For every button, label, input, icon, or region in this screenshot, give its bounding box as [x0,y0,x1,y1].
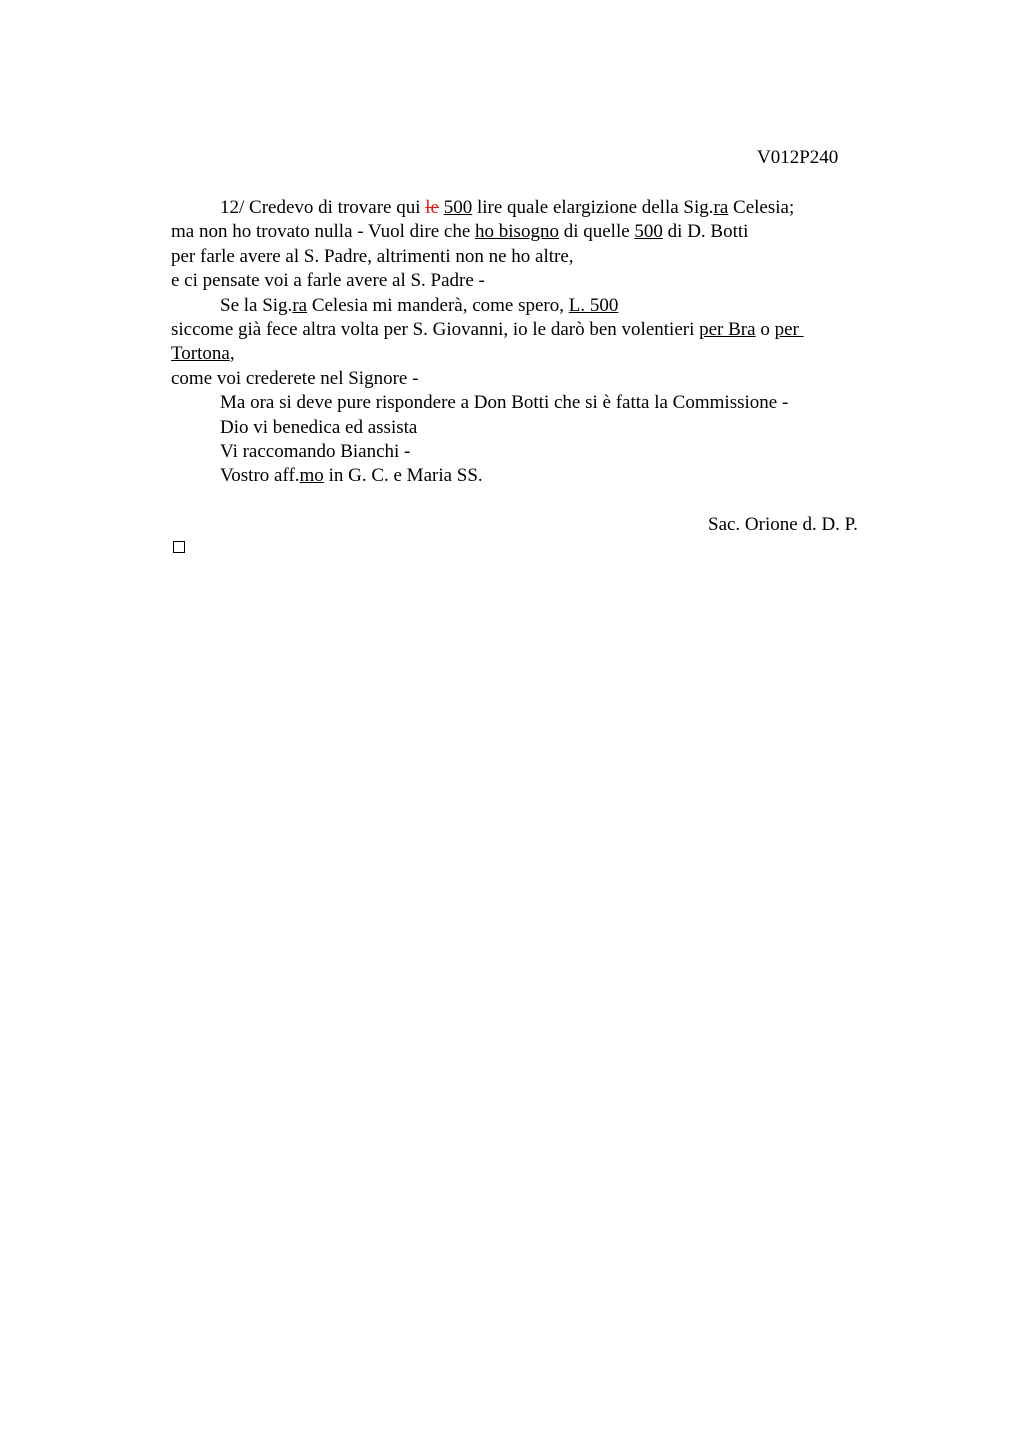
text-segment: lire quale elargizione della Sig. [472,197,714,218]
signature: Sac. Orione d. D. P. [708,514,858,535]
underlined-place: Tortona [171,343,230,365]
underlined-amount: 500 [634,221,663,243]
letter-line-9: Ma ora si deve pure rispondere a Don Botti che si è fatta la Commissione - [220,392,789,414]
letter-line-2 [171,220,871,244]
underlined-abbrev: ra [292,294,308,316]
underlined-amount: L. 500 [568,294,619,316]
underlined-abbrev: ra [713,197,729,218]
letter-body [171,196,871,489]
text-segment: 12/ Credevo di trovare qui [220,197,426,218]
letter-line-3: per farle avere al S. Padre, altrimenti non ne ho altre, [171,245,574,267]
underlined-amount: 500 [443,197,473,218]
underlined-abbrev: mo [299,465,324,487]
text-segment: Celesia; [728,197,795,218]
struck-word: le [425,197,439,218]
text-segment: o [755,318,775,340]
text-segment: di quelle [558,221,635,243]
text-segment: ma non ho trovato nulla - Vuol dire che [171,221,476,243]
underlined-phrase: per [774,318,804,340]
underlined-phrase: per Bra [699,318,756,340]
end-marker-box-icon [173,541,185,553]
letter-line-8: come voi crederete nel Signore - [171,367,419,389]
letter-line-1 [171,196,871,220]
letter-line-4: e ci pensate voi a farle avere al S. Padre - [171,270,485,292]
text-segment: Celesia mi manderà, come spero, [307,294,569,316]
letter-line-6 [171,318,871,342]
underlined-phrase: ho bisogno [475,221,559,243]
letter-line-7 [171,342,871,366]
text-segment: in G. C. e Maria SS. [323,465,483,487]
letter-line-11: Vi raccomando Bianchi - [220,440,411,462]
letter-line-10: Dio vi benedica ed assista [220,416,418,438]
text-segment: di D. Botti [662,221,749,243]
page-reference: V012P240 [757,147,839,168]
letter-line-5 [171,294,871,318]
closing-line [171,464,871,488]
text-segment: , [229,343,235,365]
text-segment: Se la Sig. [220,294,293,316]
text-segment: siccome già fece altra volta per S. Giovanni, io le darò ben volentieri [171,318,700,340]
text-segment: Vostro aff. [220,465,300,487]
